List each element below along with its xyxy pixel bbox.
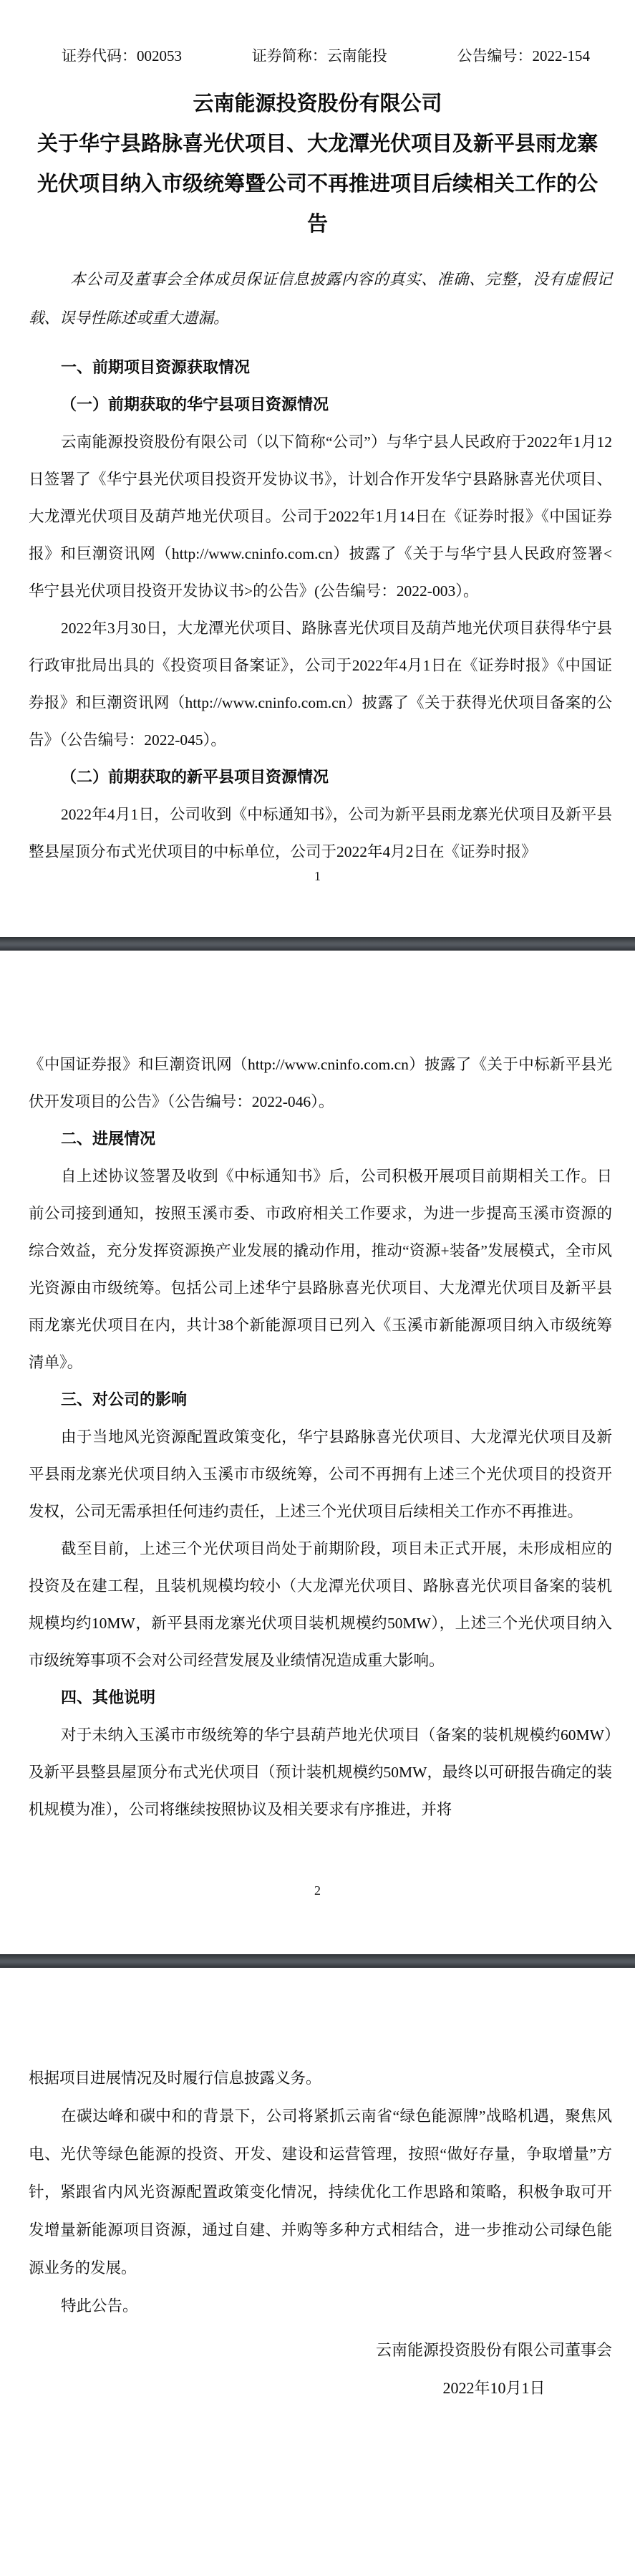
paragraph: 对于未纳入玉溪市市级统筹的华宁县葫芦地光伏项目（备案的装机规模约60MW）及新平县整县屋顶分布式光伏项目（预计装机规模约50MW，最终以可研报告确定的装机规模为准），公司将继续按照协议及相关要求有序推进，并将 (29, 1726, 612, 1818)
page-2 (0, 951, 635, 1954)
paragraph: 云南能源投资股份有限公司（以下简称“公司”）与华宁县人民政府于2022年1月12日签署了《华宁县光伏项目投资开发协议书》，计划合作开发华宁县路脉喜光伏项目、大龙潭光伏项目及葫芦地光伏项目。公司于2022年1月14日在《证券时报》《中国证券报》和巨潮资讯网（http://www.cninfo.com.cn）披露了《关于与华宁县人民政府签署<华宁县光伏项目投资开发协议书>的公告》(公告编号：2022-003）。 (29, 433, 612, 600)
page-3 (0, 1968, 635, 2576)
closing-statement: 特此公告。 (61, 2297, 138, 2315)
stock-name: 证券简称：云南能投 (251, 47, 387, 64)
announcement-title: 关于华宁县路脉喜光伏项目、大龙潭光伏项目及新平县雨龙寨光伏项目纳入市级统筹暨公司不再推进项目后续相关工作的公告 (37, 133, 598, 236)
paragraph-continuation: 根据项目进展情况及时履行信息披露义务。 (29, 2070, 321, 2087)
section-3-heading: 三、对公司的影响 (61, 1390, 188, 1408)
paragraph: 截至目前，上述三个光伏项目尚处于前期阶段，项目未正式开展，未形成相应的投资及在建工程，且装机规模均较小（大龙潭光伏项目、路脉喜光伏项目备案的装机规模均约10MW，新平县雨龙寨光伏项目装机规模约50MW），上述三个光伏项目纳入市级统筹事项不会对公司经营发展及业绩情况造成重大影响。 (29, 1540, 612, 1669)
signature-block (0, 2331, 612, 2407)
section-1-2-heading: （二）前期获取的新平县项目资源情况 (61, 768, 329, 786)
section-1-1-heading: （一）前期获取的华宁县项目资源情况 (61, 395, 329, 413)
paragraph: 自上述协议签署及收到《中标通知书》后，公司积极开展项目前期相关工作。日前公司接到通知，按照玉溪市委、市政府相关工作要求，为进一步提高玉溪市资源的综合效益，充分发挥资源换产业发展的撬动作用，推动“资源+装备”发展模式，全市风光资源由市级统筹。包括公司上述华宁县路脉喜光伏项目、大龙潭光伏项目及新平县雨龙寨光伏项目在内，共计38个新能源项目已列入《玉溪市新能源项目纳入市级统筹清单》。 (29, 1168, 612, 1371)
section-4-heading: 四、其他说明 (61, 1688, 156, 1706)
page-separator (0, 937, 635, 951)
page-separator (0, 1954, 635, 1968)
page-number-2: 2 (314, 1883, 321, 1898)
page-number-1: 1 (314, 869, 321, 883)
paragraph: 2022年4月1日，公司收到《中标通知书》，公司为新平县雨龙寨光伏项目及新平县整县屋顶分布式光伏项目的中标单位，公司于2022年4月2日在《证券时报》 (29, 806, 612, 860)
paragraph: 2022年3月30日，大龙潭光伏项目、路脉喜光伏项目及葫芦地光伏项目获得华宁县行政审批局出具的《投资项目备案证》，公司于2022年4月1日在《证券时报》《中国证券报》和巨潮资讯网（http://www.cninfo.com.cn）披露了《关于获得光伏项目备案的公告》（公告编号：2022-045）。 (29, 620, 612, 749)
board-disclaimer: 本公司及董事会全体成员保证信息披露内容的真实、准确、完整，没有虚假记载、误导性陈述或重大遗漏。 (29, 271, 612, 327)
stock-code: 证券代码：002053 (62, 47, 182, 64)
section-2-heading: 二、进展情况 (61, 1130, 156, 1148)
announcement-number: 公告编号：2022-154 (457, 47, 590, 64)
company-title: 云南能源投资股份有限公司 (193, 92, 442, 115)
section-1-heading: 一、前期项目资源获取情况 (61, 358, 251, 376)
paragraph: 由于当地风光资源配置政策变化，华宁县路脉喜光伏项目、大龙潭光伏项目及新平县雨龙寨光伏项目纳入玉溪市市级统筹，公司不再拥有上述三个光伏项目的投资开发权，公司无需承担任何违约责任，上述三个光伏项目后续相关工作亦不再推进。 (29, 1428, 612, 1520)
paragraph-continuation: 《中国证券报》和巨潮资讯网（http://www.cninfo.com.cn）披露了《关于中标新平县光伏开发项目的公告》（公告编号：2022-046）。 (29, 1056, 612, 1110)
paragraph: 在碳达峰和碳中和的背景下，公司将紧抓云南省“绿色能源牌”战略机遇，聚焦风电、光伏等绿色能源的投资、开发、建设和运营管理，按照“做好存量，争取增量”方针，紧跟省内风光资源配置政策变化情况，持续优化工作思路和策略，积极争取可开发增量新能源项目资源，通过自建、并购等多种方式相结合，进一步推动公司绿色能源业务的发展。 (29, 2108, 612, 2277)
signature-date: 2022年10月1日 (442, 2379, 546, 2397)
securities-header (0, 0, 635, 66)
page-1 (0, 0, 635, 937)
signature-company: 云南能源投资股份有限公司董事会 (375, 2341, 612, 2359)
